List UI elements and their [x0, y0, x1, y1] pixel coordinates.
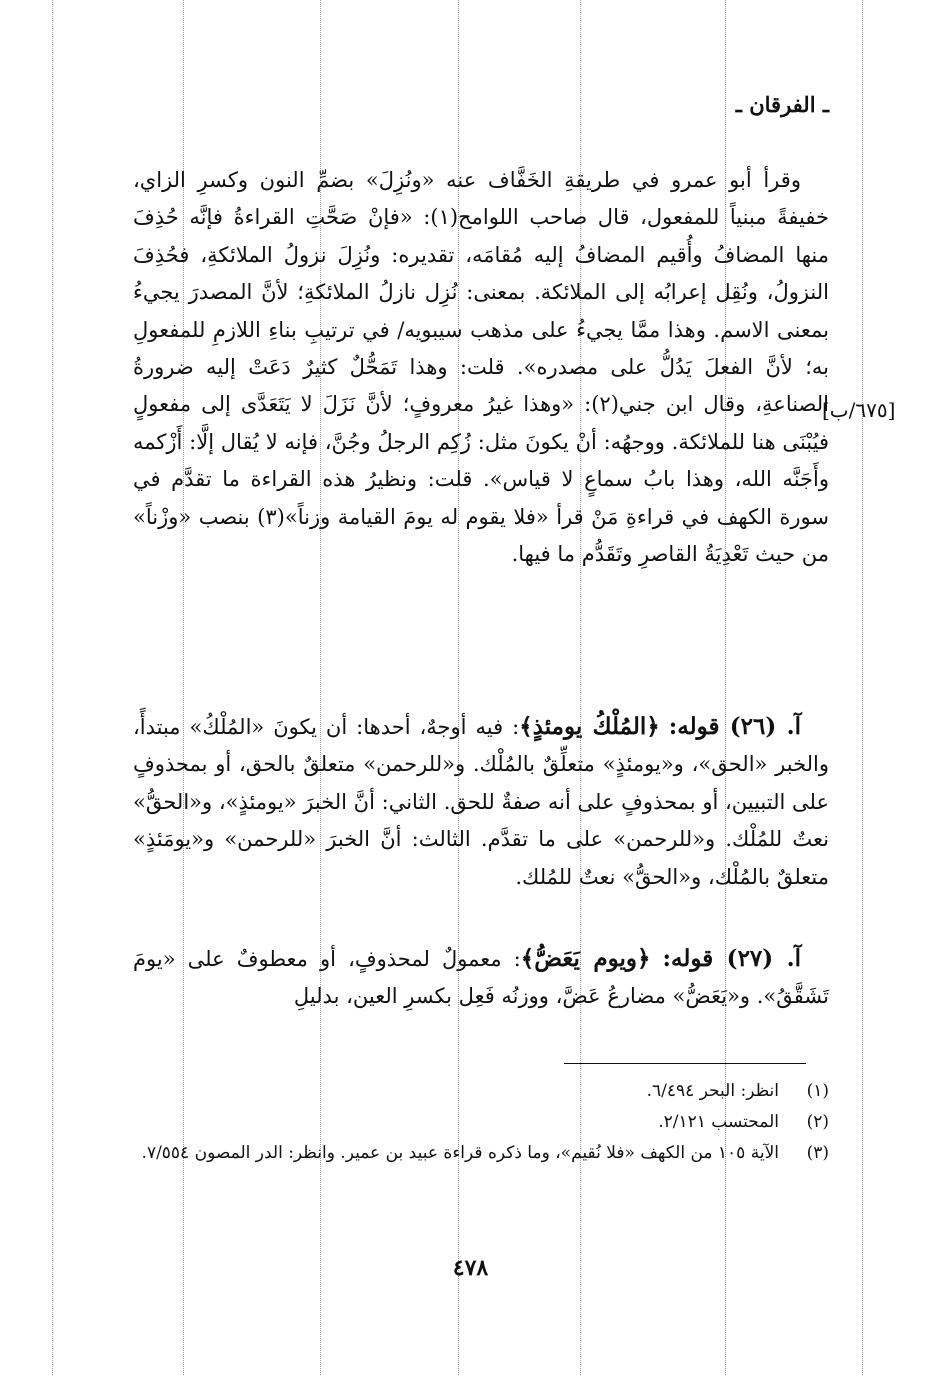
- verse-reference: آ. (٢٦) قوله:: [668, 713, 801, 740]
- body-paragraph-2: [133, 708, 829, 896]
- manuscript-folio-note: [٦٧٥/ب]: [822, 398, 896, 422]
- footnote-text: انظر: البحر ٦/٤٩٤.: [646, 1081, 779, 1101]
- footnote-number: (٢): [806, 1112, 829, 1132]
- footnote-item: [133, 1076, 829, 1107]
- paragraph-text: وقرأ أبو عمرو في طريقةِ الخَفَّاف عنه «ونُزِلَ» بضمِّ النون وكسرِ الزاي، خفيفةً مبنياً للمفعول، قال صاحب اللوامح(١): «فإنْ صَحَّتِ القراءةُ فإنَّه حُذِفَ منها المضافُ وأُقيم المضافُ إليه مُقامَه، تقديره: ونُزِلَ نزولُ الملائكةِ، فحُذِفَ النزولُ، ونُقِل إعرابُه إلى الملائكة. بمعنى: نُزِل نازلُ الملائكةِ؛ لأنَّ المصدرَ يجيءُ بمعنى الاسم. وهذا ممَّا يجيءُ على مذهب سيبويه/ في ترتيبِ بناءِ اللازمِ للمفعولِ به؛ لأنَّ الفعلَ يَدُلُّ على مصدره». قلت: وهذا تَمَحُّلٌ كثيرٌ دَعَتْ إليه ضرورةُ الصناعةِ، وقال ابن جني(٢): «وهذا غيرُ معروفٍ؛ لأنَّ نَزَلَ لا يَتَعَدَّى إلى مفعولٍ فيُبْنَى هنا للملائكة. ووجهُه: أنْ يكونَ مثل: زُكِم الرجلُ وجُنَّ، فإنه لا يُقال إلَّا: أَزْكمه وأَجَنَّه الله، وهذا بابُ سماعٍ لا قياس». قلت: ونظيرُ هذه القراءة ما تقدَّم في سورة الكهف في قراءةِ مَنْ قرأ «فلا يقوم له يومَ القيامة وزناً»(٣) بنصب «وزْناً» من حيث تَعْدِيَةُ القاصرِ وتَقَدُّم ما فيها.: [133, 168, 829, 567]
- page-number: ٤٧٨: [452, 1255, 489, 1281]
- footnote-separator: [564, 1063, 806, 1064]
- footnotes: [133, 1076, 829, 1169]
- body-paragraph-3: [133, 940, 829, 1016]
- footnote-item: [133, 1138, 829, 1169]
- running-header: ـ الفرقان ـ: [735, 92, 829, 117]
- footnote-number: (١): [806, 1081, 829, 1101]
- commentary-text: : معمولٌ لمحذوفٍ، أو معطوفٌ على «يومَ تَشَقَّقُ». و«يَعَضُّ» مضارعُ عَضَّ، ووزنُه فَعِل بكسرِ العين، بدليلِ: [133, 947, 829, 1009]
- body-paragraph-1: [133, 162, 829, 573]
- footnote-text: المحتسب ٢/١٢١.: [658, 1112, 779, 1132]
- quran-quote: ﴿ويوم يَعَضُّ﴾: [520, 945, 651, 972]
- quran-quote: ﴿المُلْكُ يومئذٍ﴾: [519, 713, 660, 740]
- verse-commentary: [133, 940, 829, 1016]
- footnote-number: (٣): [806, 1143, 829, 1163]
- footnote-item: [133, 1107, 829, 1138]
- verse-reference: آ. (٢٧) قوله:: [662, 945, 801, 972]
- footnote-text: الآية ١٠٥ من الكهف «فلا نُقيم»، وما ذكره قراءة عبيد بن عمير. وانظر: الدر المصون ٧/٥٥٤.: [141, 1143, 779, 1163]
- verse-commentary: [133, 708, 829, 896]
- commentary-text: : فيه أوجهٌ، أحدها: أن يكونَ «المُلْكُ» مبتدأً، والخبر «الحق»، و«يومئذٍ» متعلِّقٌ بالمُلْك. و«للرحمن» متعلقٌ بالحق، أو بمحذوفٍ على التبيين، أو بمحذوفٍ على أنه صفةٌ للحق. الثاني: أنَّ الخبرَ «يومئذٍ»، و«الحقُّ» نعتٌ للمُلْك. و«للرحمن» على ما تقدَّم. الثالث: أنَّ الخبرَ «للرحمن» و«يومَئذٍ» متعلقٌ بالمُلْك، و«الحقُّ» نعتٌ للمُلك.: [133, 715, 829, 889]
